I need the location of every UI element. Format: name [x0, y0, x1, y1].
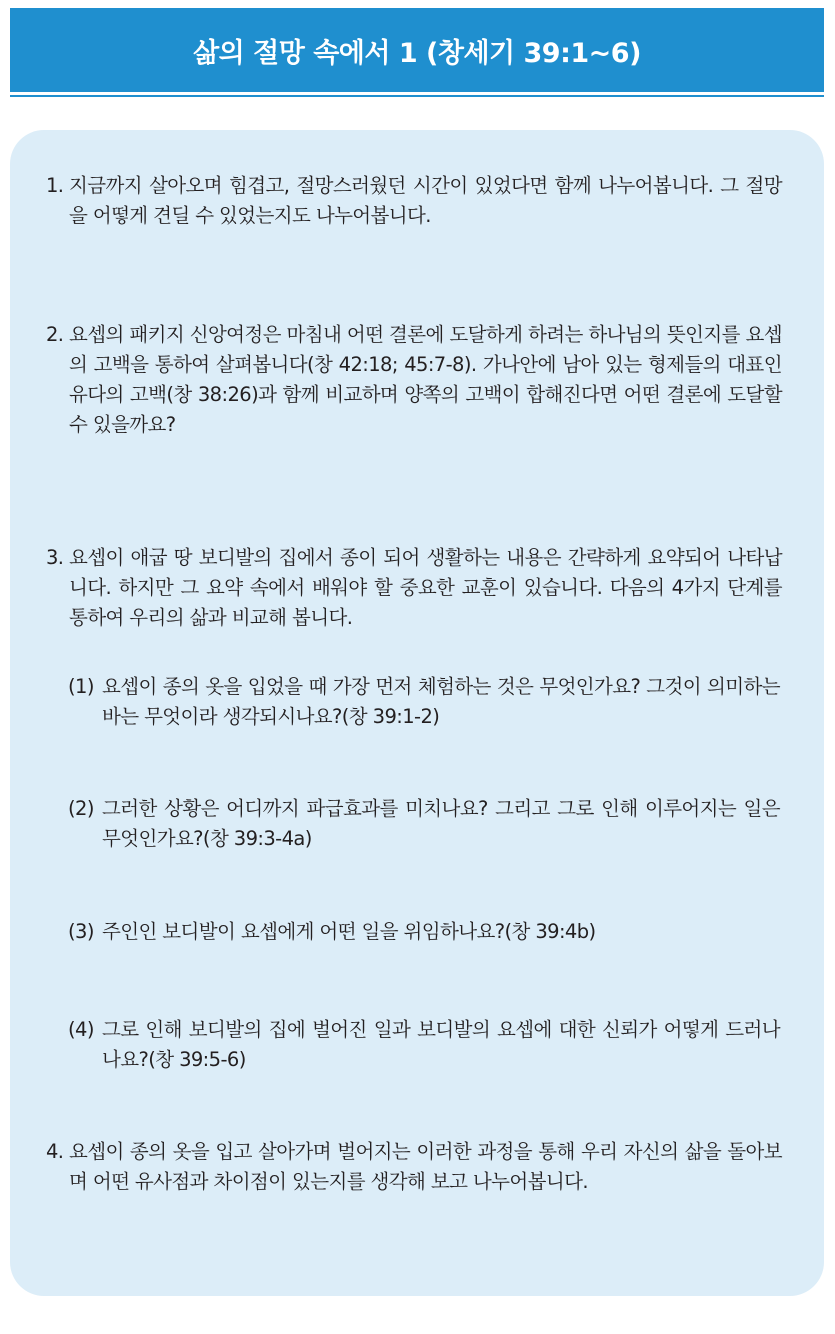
question-text: 요셉의 패키지 신앙여정은 마침내 어떤 결론에 도달하게 하려는 하나님의 뜻인지를 요셉의 고백을 통하여 살펴봅니다(창 42:18; 45:7-8). 가나안에 남아 있는 형제들의 대표인 유다의 고백(창 38:26)과 함께 비교하며 양쪽의 고백이 합해진다면 어떤 결론에 도달할 수 있을까요? — [69, 323, 782, 436]
sub-question-number: (3) — [68, 920, 94, 943]
sub-question-number: (1) — [68, 675, 94, 698]
sub-question-number: (4) — [68, 1018, 94, 1041]
sub-question-2 — [68, 794, 780, 854]
sub-question-text: 요셉이 종의 옷을 입었을 때 가장 먼저 체험하는 것은 무엇인가요? 그것이 의미하는 바는 무엇이라 생각되시나요?(창 39:1-2) — [102, 675, 780, 728]
question-number: 1. — [46, 174, 64, 197]
question-4 — [46, 1137, 782, 1197]
question-text: 요셉이 애굽 땅 보디발의 집에서 종이 되어 생활하는 내용은 간략하게 요약되어 나타납니다. 하지만 그 요약 속에서 배워야 할 중요한 교훈이 있습니다. 다음의 4가지 단계를 통하여 우리의 삶과 비교해 봅니다. — [69, 546, 782, 629]
sub-question-text: 주인인 보디발이 요셉에게 어떤 일을 위임하나요?(창 39:4b) — [102, 920, 596, 943]
sub-question-4 — [68, 1015, 780, 1075]
sub-question-3 — [68, 917, 780, 947]
question-number: 3. — [46, 546, 64, 569]
question-text: 지금까지 살아오며 힘겹고, 절망스러웠던 시간이 있었다면 함께 나누어봅니다. 그 절망을 어떻게 견딜 수 있었는지도 나누어봅니다. — [69, 174, 782, 227]
question-2 — [46, 320, 782, 440]
header-bar — [10, 8, 824, 92]
question-text: 요셉이 종의 옷을 입고 살아가며 벌어지는 이러한 과정을 통해 우리 자신의 삶을 돌아보며 어떤 유사점과 차이점이 있는지를 생각해 보고 나누어봅니다. — [69, 1140, 782, 1193]
sub-question-text: 그로 인해 보디발의 집에 벌어진 일과 보디발의 요셉에 대한 신뢰가 어떻게 드러나나요?(창 39:5-6) — [102, 1018, 780, 1071]
sub-question-text: 그러한 상황은 어디까지 파급효과를 미치나요? 그리고 그로 인해 이루어지는 일은 무엇인가요?(창 39:3-4a) — [102, 797, 780, 850]
question-number: 4. — [46, 1140, 64, 1163]
header-divider — [10, 95, 824, 97]
sub-question-number: (2) — [68, 797, 94, 820]
page-title: 삶의 절망 속에서 1 (창세기 39:1~6) — [193, 37, 641, 69]
question-3 — [46, 543, 782, 633]
question-number: 2. — [46, 323, 64, 346]
sub-question-1 — [68, 672, 780, 732]
question-1 — [46, 171, 782, 231]
